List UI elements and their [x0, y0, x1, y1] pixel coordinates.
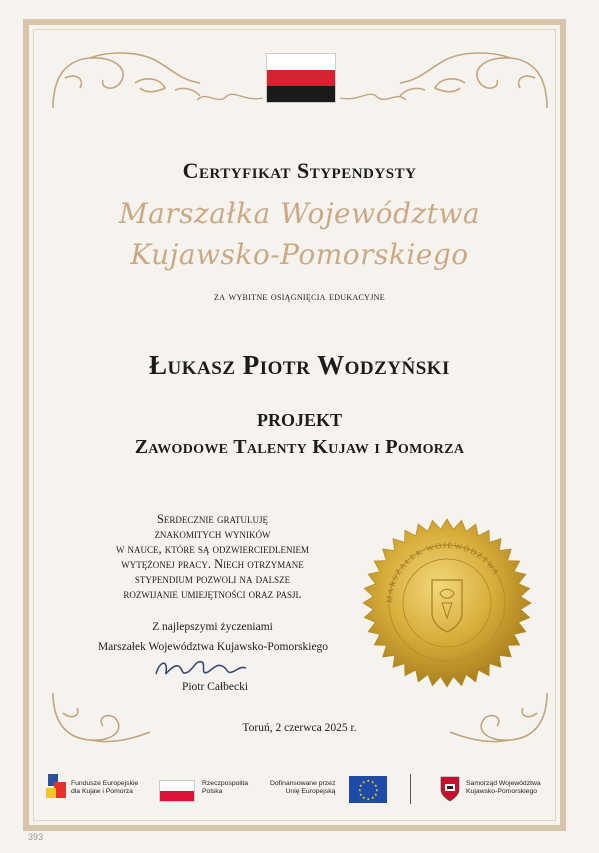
congrats-line: Serdecznie gratuluję: [156, 512, 269, 526]
svg-text:★: ★: [362, 795, 366, 800]
certificate-title: Certyfikat Stypendysty: [182, 158, 417, 183]
eu-flag-icon: [349, 776, 387, 803]
regards-text: Z najlepszymi życzeniami: [152, 621, 273, 633]
svg-text:★: ★: [374, 783, 378, 788]
polish-flag-icon: [159, 780, 195, 802]
congratulations-text: [90, 512, 335, 602]
svg-text:★: ★: [359, 783, 363, 788]
certificate-script-line-1: Marszałka Województwa: [118, 197, 481, 230]
svg-text:★: ★: [359, 792, 363, 797]
congrats-line: wytężonej pracy. Niech otrzymane: [121, 557, 304, 571]
marshal-title: Marszałek Województwa Kujawsko-Pomorskiego: [97, 641, 329, 653]
congrats-line: znakomitych wyników: [154, 527, 271, 541]
fe-logo-line: Fundusze Europejskie: [71, 780, 139, 787]
seal-text: MARSZAŁEK WOJEWÓDZTWA: [384, 540, 502, 604]
sw-logo-line: Samorząd Województwa: [466, 780, 541, 787]
sw-logo-line: Kujawsko-Pomorskiego: [466, 788, 538, 795]
signer-name: Piotr Całbecki: [181, 681, 249, 693]
logo-divider: [410, 774, 411, 804]
svg-text:★: ★: [362, 779, 366, 785]
place-date: Toruń, 2 czerwca 2025 r.: [242, 722, 357, 734]
svg-text:★: ★: [371, 795, 375, 800]
rp-logo-line: Rzeczpospolita: [202, 780, 249, 787]
ornament-top-right: [395, 48, 555, 118]
svg-text:★: ★: [366, 778, 371, 783]
certificate-script-line-2: Kujawsko-Pomorskiego: [130, 238, 469, 271]
ornament-bottom-left: [45, 688, 155, 748]
funding-logos-bar: [44, 770, 564, 810]
page-number: 393: [28, 832, 44, 842]
rp-logo-text: [202, 780, 248, 796]
svg-text:★: ★: [374, 792, 378, 797]
ue-logo-line: Dofinansowane przez: [270, 780, 336, 787]
rp-logo-line: Polska: [202, 788, 223, 795]
svg-text:★: ★: [375, 787, 379, 793]
ornament-top-center-left: [195, 88, 265, 108]
sw-logo-text: [466, 780, 541, 796]
ue-logo-line: Unię Europejską: [285, 788, 336, 795]
gold-seal-icon: [362, 518, 532, 688]
signature-icon: [150, 654, 250, 682]
flag-icon: [266, 53, 336, 103]
fe-logo-text: [71, 780, 138, 796]
congrats-line: stypendium pozwoli na dalsze: [134, 572, 291, 586]
ornament-top-center-right: [338, 88, 408, 108]
fe-logo-icon: [44, 772, 68, 800]
congrats-line: w nauce, które są odzwierciedleniem: [115, 542, 310, 556]
coat-of-arms-icon: [440, 776, 460, 802]
ornament-bottom-right: [445, 688, 555, 748]
ornament-top-left: [45, 48, 205, 118]
certificate-subtitle: za wybitne osiągnięcia edukacyjne: [214, 289, 385, 303]
project-name: Zawodowe Talenty Kujaw i Pomorza: [134, 436, 465, 458]
svg-text:★: ★: [366, 796, 371, 802]
recipient-name: Łukasz Piotr Wodzyński: [149, 350, 450, 380]
ue-logo-text: [270, 780, 335, 796]
svg-text:★: ★: [358, 787, 362, 793]
fe-logo-line: dla Kujaw i Pomorza: [71, 788, 133, 795]
svg-text:★: ★: [371, 779, 375, 785]
congrats-line: rozwijanie umiejętności oraz pasji.: [123, 587, 302, 601]
project-label: PROJEKT: [256, 410, 342, 430]
